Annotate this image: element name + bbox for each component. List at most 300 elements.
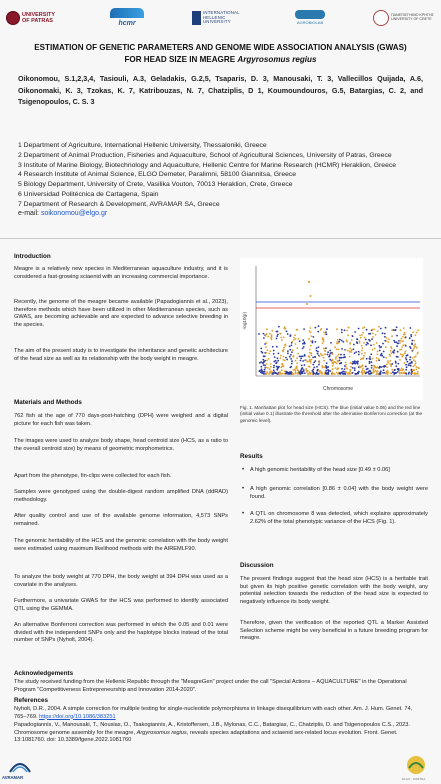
snp-point bbox=[281, 363, 283, 365]
snp-point bbox=[326, 333, 328, 335]
snp-point bbox=[316, 347, 318, 349]
snp-point bbox=[308, 355, 310, 357]
snp-point bbox=[341, 357, 343, 359]
affiliation: 2 Department of Animal Production, Fisheries and Aquaculture, School of Agricultural Sciences, University of Patras, Greece bbox=[18, 151, 392, 159]
snp-point bbox=[402, 336, 404, 338]
snp-point bbox=[290, 334, 292, 336]
snp-point bbox=[326, 367, 328, 369]
snp-point bbox=[394, 369, 396, 371]
agrobiolab-mark-icon bbox=[295, 10, 325, 19]
snp-point bbox=[403, 327, 405, 329]
snp-point bbox=[383, 369, 385, 371]
snp-point bbox=[344, 356, 346, 358]
snp-point bbox=[291, 351, 293, 353]
snp-point bbox=[310, 331, 312, 333]
methods-paragraph: The genomic heritability of the HCS and the genomic correlation with the body weight were estimated using maximum likelihood methods with the AIREMLF90. bbox=[14, 538, 228, 552]
manhattan-plot bbox=[240, 258, 423, 400]
snp-point bbox=[416, 366, 418, 368]
snp-point bbox=[303, 346, 305, 348]
snp-point bbox=[311, 354, 313, 356]
snp-point bbox=[350, 366, 352, 368]
snp-point bbox=[404, 362, 406, 364]
snp-point bbox=[362, 368, 364, 370]
affiliations bbox=[18, 141, 423, 210]
snp-point bbox=[405, 357, 407, 359]
snp-point bbox=[375, 334, 377, 336]
snp-point bbox=[415, 373, 417, 375]
snp-point bbox=[349, 356, 351, 358]
snp-point bbox=[311, 359, 313, 361]
snp-point bbox=[351, 351, 353, 353]
snp-point bbox=[329, 370, 331, 372]
snp-point bbox=[375, 370, 377, 372]
avramar-text: AVRAMAR bbox=[2, 775, 24, 780]
snp-point bbox=[405, 345, 407, 347]
snp-point bbox=[289, 356, 291, 358]
discussion-paragraph: The present findings suggest that the head size (HCS) is a heritable trait but given its high positive genetic correlation with the body weight, any potential selection towards the reduction of the head size is expected to negatively influence its body weight. bbox=[240, 576, 428, 605]
snp-point bbox=[408, 372, 410, 374]
snp-point bbox=[310, 340, 312, 342]
snp-point bbox=[301, 365, 303, 367]
snp-point bbox=[281, 373, 283, 375]
snp-point bbox=[338, 354, 340, 356]
snp-point bbox=[267, 371, 269, 373]
bullet-icon: • bbox=[242, 467, 245, 473]
snp-point bbox=[395, 329, 397, 331]
snp-point bbox=[310, 362, 312, 364]
snp-point bbox=[413, 347, 415, 349]
snp-point bbox=[413, 340, 415, 342]
snp-point bbox=[365, 366, 367, 368]
snp-point bbox=[387, 341, 389, 343]
snp-point bbox=[390, 373, 392, 375]
snp-point bbox=[368, 339, 370, 341]
snp-point bbox=[369, 356, 371, 358]
snp-point bbox=[323, 340, 325, 342]
snp-point bbox=[406, 355, 408, 357]
result-item: A high genomic heritability of the head size [0.49 ± 0.06] bbox=[250, 467, 390, 473]
snp-point bbox=[396, 345, 398, 347]
snp-point bbox=[271, 339, 273, 341]
hcmr-logo: hcmr bbox=[110, 8, 144, 28]
snp-point bbox=[271, 371, 273, 373]
snp-point bbox=[405, 364, 407, 366]
affiliation: 6 Universidad Politécnica de Cartagena, Spain bbox=[18, 190, 159, 198]
logo-band bbox=[0, 0, 441, 36]
snp-point bbox=[273, 353, 275, 355]
doi-link[interactable]: https://doi.org/10.1086/383251 bbox=[39, 713, 116, 720]
snp-point bbox=[330, 342, 332, 344]
acknowledgements-text: The study received funding from the Hellenic Republic through the "MeagreGen" project under the call "Special Actions – AQUACULTURE" in the Operational Program "Competitiveness Entrepreneurship and Innovation 2014-2020". bbox=[14, 679, 407, 693]
snp-point bbox=[390, 352, 392, 354]
snp-point bbox=[333, 361, 335, 363]
snp-point bbox=[380, 328, 382, 330]
reference-item: Papadogiannis, V., Manousaki, T., Nousias, O., Tsakogiannis, A., Kristoffersen, J.B., Mylonas, C.C., Batargias, C., Chatziplis, D. and Tsigenopoulos C.S., 2023. Chromosome genome assembly for the meagre, Argyrosomus regius, reveals species adaptations and sciaenid sex-related locus evolution. Front. Genet. 13:1081760. doi: 10.3389/fgene.2022.1081760 bbox=[14, 722, 410, 744]
snp-point bbox=[329, 359, 331, 361]
snp-point bbox=[361, 350, 363, 352]
snp-point bbox=[362, 332, 364, 334]
snp-point bbox=[266, 363, 268, 365]
snp-point bbox=[322, 355, 324, 357]
snp-point bbox=[287, 333, 289, 335]
snp-point bbox=[273, 373, 275, 375]
snp-point bbox=[347, 350, 349, 352]
snp-point bbox=[270, 366, 272, 368]
snp-point bbox=[324, 353, 326, 355]
snp-point bbox=[296, 357, 298, 359]
snp-point bbox=[406, 366, 408, 368]
snp-point bbox=[264, 360, 266, 362]
snp-point bbox=[376, 357, 378, 359]
snp-point bbox=[364, 352, 366, 354]
snp-point bbox=[365, 339, 367, 341]
snp-point bbox=[324, 350, 326, 352]
snp-point bbox=[312, 364, 314, 366]
contact-email: e-mail: soikonomou@elgo.gr bbox=[18, 210, 108, 217]
snp-point bbox=[332, 359, 334, 361]
snp-point bbox=[300, 358, 302, 360]
snp-point bbox=[344, 368, 346, 370]
snp-point bbox=[372, 358, 374, 360]
snp-point bbox=[270, 363, 272, 365]
snp-point bbox=[318, 370, 320, 372]
snp-point bbox=[354, 360, 356, 362]
methods-paragraph: The images were used to analyze body shape, head centroid size (HCS, as a ratio to the overall centroid size) by means of geometric morphometrics. bbox=[14, 438, 228, 452]
snp-point bbox=[411, 362, 413, 364]
snp-point bbox=[377, 370, 379, 372]
snp-point bbox=[391, 335, 393, 337]
snp-point bbox=[401, 338, 403, 340]
snp-point bbox=[353, 348, 355, 350]
snp-point bbox=[261, 366, 263, 368]
snp-point bbox=[376, 360, 378, 362]
snp-point bbox=[265, 335, 267, 337]
acknowledgements-heading: Acknowledgements bbox=[14, 670, 74, 677]
methods-paragraph: 762 fish at the age of 770 days-post-hatching (DPH) were weighed and a digital picture for each fish was taken. bbox=[14, 413, 228, 427]
snp-point bbox=[387, 360, 389, 362]
snp-point bbox=[397, 351, 399, 353]
snp-point bbox=[290, 358, 292, 360]
snp-point bbox=[313, 367, 315, 369]
snp-point bbox=[411, 357, 413, 359]
snp-point bbox=[348, 373, 350, 375]
snp-point bbox=[415, 361, 417, 363]
snp-point bbox=[387, 373, 389, 375]
snp-point bbox=[314, 360, 316, 362]
snp-point bbox=[380, 354, 382, 356]
snp-point bbox=[407, 361, 409, 363]
snp-point bbox=[401, 354, 403, 356]
snp-point bbox=[319, 362, 321, 364]
snp-point bbox=[349, 369, 351, 371]
snp-point bbox=[265, 367, 267, 369]
snp-point bbox=[369, 370, 371, 372]
snp-point bbox=[310, 345, 312, 347]
snp-point bbox=[281, 339, 283, 341]
snp-point bbox=[299, 372, 301, 374]
snp-point bbox=[369, 361, 371, 363]
snp-point bbox=[280, 367, 282, 369]
snp-point bbox=[273, 350, 275, 352]
snp-point bbox=[353, 344, 355, 346]
snp-point bbox=[313, 336, 315, 338]
snp-point bbox=[362, 327, 364, 329]
snp-point bbox=[298, 338, 300, 340]
snp-point bbox=[361, 353, 363, 355]
snp-point bbox=[276, 335, 278, 337]
snp-point bbox=[349, 351, 351, 353]
snp-point bbox=[301, 368, 303, 370]
snp-point bbox=[359, 334, 361, 336]
snp-point bbox=[355, 373, 357, 375]
snp-point bbox=[393, 340, 395, 342]
snp-point bbox=[325, 347, 327, 349]
snp-point bbox=[354, 352, 356, 354]
snp-point bbox=[401, 346, 403, 348]
university-of-crete-logo: ΠΑΝΕΠΙΣΤΗΜΙΟ ΚΡΗΤΗΣ UNIVERSITY OF CRETE bbox=[373, 10, 435, 26]
qtl-point bbox=[306, 303, 308, 305]
snp-point bbox=[415, 363, 417, 365]
snp-point bbox=[390, 350, 392, 352]
intro-paragraph: The aim of the present study is to investigate the inheritance and genetic architecture of the head size as well as its relationship with the body weight in meagre. bbox=[14, 348, 228, 362]
snp-point bbox=[351, 339, 353, 341]
snp-point bbox=[320, 329, 322, 331]
snp-point bbox=[368, 373, 370, 375]
snp-point bbox=[293, 339, 295, 341]
patras-seal-icon bbox=[6, 11, 20, 25]
snp-point bbox=[384, 336, 386, 338]
snp-point bbox=[300, 370, 302, 372]
snp-point bbox=[337, 339, 339, 341]
snp-point bbox=[366, 342, 368, 344]
snp-point bbox=[295, 360, 297, 362]
snp-point bbox=[285, 357, 287, 359]
snp-point bbox=[356, 338, 358, 340]
snp-point bbox=[284, 344, 286, 346]
snp-point bbox=[337, 360, 339, 362]
hcmr-wave-icon bbox=[110, 8, 144, 18]
snp-point bbox=[386, 337, 388, 339]
snp-point bbox=[405, 336, 407, 338]
affiliation: 1 Department of Agriculture, International Hellenic University, Thessaloniki, Greece bbox=[18, 142, 267, 149]
snp-point bbox=[262, 352, 264, 354]
snp-point bbox=[370, 344, 372, 346]
snp-point bbox=[264, 369, 266, 371]
snp-point bbox=[266, 342, 268, 344]
snp-point bbox=[401, 373, 403, 375]
snp-point bbox=[366, 371, 368, 373]
snp-point bbox=[345, 371, 347, 373]
snp-point bbox=[399, 342, 401, 344]
snp-point bbox=[412, 372, 414, 374]
snp-point bbox=[371, 338, 373, 340]
affiliation: 3 Institute of Marine Biology, Biotechnology and Aquaculture, Hellenic Centre for Marine Research (HCMR) Heraklion, Greece bbox=[18, 161, 397, 169]
snp-point bbox=[310, 353, 312, 355]
snp-point bbox=[339, 373, 341, 375]
snp-point bbox=[370, 353, 372, 355]
snp-point bbox=[302, 360, 304, 362]
affiliation: 5 Biology Department, University of Crete, Vasilika Vouton, 70013 Heraklion, Crete, Greece bbox=[18, 181, 293, 189]
snp-point bbox=[417, 371, 419, 373]
snp-point bbox=[267, 367, 269, 369]
snp-point bbox=[357, 363, 359, 365]
snp-point bbox=[326, 362, 328, 364]
snp-point bbox=[385, 346, 387, 348]
snp-point bbox=[401, 356, 403, 358]
snp-point bbox=[295, 370, 297, 372]
snp-point bbox=[396, 326, 398, 328]
snp-point bbox=[274, 356, 276, 358]
snp-point bbox=[264, 355, 266, 357]
snp-point bbox=[277, 360, 279, 362]
snp-point bbox=[315, 327, 317, 329]
snp-point bbox=[322, 342, 324, 344]
snp-point bbox=[336, 363, 338, 365]
snp-point bbox=[269, 353, 271, 355]
snp-point bbox=[341, 340, 343, 342]
snp-point bbox=[366, 368, 368, 370]
snp-point bbox=[339, 360, 341, 362]
snp-point bbox=[326, 328, 328, 330]
snp-point bbox=[313, 362, 315, 364]
snp-point bbox=[323, 360, 325, 362]
snp-point bbox=[301, 372, 303, 374]
snp-point bbox=[318, 364, 320, 366]
snp-point bbox=[412, 349, 414, 351]
snp-point bbox=[344, 329, 346, 331]
snp-point bbox=[305, 370, 307, 372]
snp-point bbox=[401, 349, 403, 351]
snp-point bbox=[409, 359, 411, 361]
snp-point bbox=[309, 371, 311, 373]
snp-point bbox=[326, 373, 328, 375]
email-link[interactable]: soikonomou@elgo.gr bbox=[40, 210, 108, 217]
snp-point bbox=[363, 355, 365, 357]
snp-point bbox=[345, 364, 347, 366]
snp-point bbox=[295, 338, 297, 340]
snp-point bbox=[391, 363, 393, 365]
snp-point bbox=[286, 359, 288, 361]
snp-point bbox=[273, 367, 275, 369]
snp-point bbox=[396, 341, 398, 343]
snp-point bbox=[338, 341, 340, 343]
methods-paragraph: Furthermore, a univariate GWAS for the HCS was performed to identify associated QTL using the GEMMA. bbox=[14, 598, 228, 612]
elgo-text: ELGO · DIMITRA bbox=[402, 777, 426, 781]
snp-point bbox=[273, 361, 275, 363]
snp-point bbox=[308, 373, 310, 375]
snp-point bbox=[258, 333, 260, 335]
snp-point bbox=[268, 358, 270, 360]
snp-point bbox=[309, 349, 311, 351]
snp-point bbox=[260, 348, 262, 350]
snp-point bbox=[290, 366, 292, 368]
snp-point bbox=[290, 354, 292, 356]
snp-point bbox=[404, 334, 406, 336]
snp-point bbox=[285, 371, 287, 373]
snp-point bbox=[394, 372, 396, 374]
snp-point bbox=[292, 349, 294, 351]
snp-point bbox=[277, 334, 279, 336]
methods-heading: Materials and Methods bbox=[14, 399, 82, 406]
snp-point bbox=[332, 353, 334, 355]
snp-point bbox=[361, 345, 363, 347]
snp-point bbox=[416, 332, 418, 334]
snp-point bbox=[316, 366, 318, 368]
snp-point bbox=[300, 360, 302, 362]
university-of-patras-logo: UNIVERSITY OF PATRAS bbox=[6, 11, 62, 25]
poster-title: ESTIMATION OF GENETIC PARAMETERS AND GENOME WIDE ASSOCIATION ANALYSIS (GWAS) FOR HEAD SIZE IN MEAGRE Argyrosomus regius bbox=[34, 43, 407, 64]
snp-point bbox=[342, 373, 344, 375]
snp-point bbox=[278, 366, 280, 368]
snp-point bbox=[362, 358, 364, 360]
snp-point bbox=[348, 327, 350, 329]
snp-point bbox=[392, 371, 394, 373]
snp-point bbox=[278, 353, 280, 355]
snp-point bbox=[303, 328, 305, 330]
snp-point bbox=[335, 367, 337, 369]
snp-point bbox=[315, 373, 317, 375]
snp-point bbox=[400, 329, 402, 331]
snp-point bbox=[323, 332, 325, 334]
snp-point bbox=[287, 350, 289, 352]
snp-point bbox=[410, 365, 412, 367]
snp-point bbox=[357, 361, 359, 363]
snp-point bbox=[280, 333, 282, 335]
figure-caption: Fig. 1. Manhattan plot for head size (HCS). The blue (initial value 0.05) and the red line (initial value 0.1) illustrate the threshold after the alternative Bonferroni correction (at the genomic level). bbox=[240, 405, 423, 423]
snp-point bbox=[316, 350, 318, 352]
ihu-mark-icon bbox=[192, 11, 201, 25]
snp-point bbox=[276, 331, 278, 333]
snp-point bbox=[327, 351, 329, 353]
snp-point bbox=[304, 343, 306, 345]
snp-point bbox=[272, 346, 274, 348]
snp-point bbox=[332, 365, 334, 367]
snp-point bbox=[286, 330, 288, 332]
snp-point bbox=[405, 350, 407, 352]
snp-point bbox=[332, 368, 334, 370]
snp-point bbox=[399, 359, 401, 361]
snp-point bbox=[317, 353, 319, 355]
snp-point bbox=[271, 334, 273, 336]
snp-point bbox=[409, 337, 411, 339]
snp-point bbox=[266, 360, 268, 362]
snp-point bbox=[358, 354, 360, 356]
snp-point bbox=[361, 334, 363, 336]
snp-point bbox=[280, 355, 282, 357]
snp-point bbox=[341, 332, 343, 334]
snp-point bbox=[322, 337, 324, 339]
qtl-point bbox=[310, 295, 312, 297]
snp-point bbox=[371, 367, 373, 369]
snp-point bbox=[311, 335, 313, 337]
affiliation: 7 Department of Research & Development, AVRAMAR SA, Greece bbox=[18, 200, 220, 208]
snp-point bbox=[409, 356, 411, 358]
snp-point bbox=[297, 329, 299, 331]
snp-point bbox=[358, 328, 360, 330]
snp-point bbox=[299, 340, 301, 342]
snp-point bbox=[413, 366, 415, 368]
crete-seal-icon bbox=[373, 10, 389, 26]
snp-point bbox=[282, 350, 284, 352]
snp-point bbox=[276, 338, 278, 340]
snp-point bbox=[349, 343, 351, 345]
snp-point bbox=[380, 370, 382, 372]
snp-point bbox=[372, 336, 374, 338]
snp-point bbox=[379, 373, 381, 375]
y-axis-label: -log10(p) bbox=[242, 311, 247, 331]
snp-point bbox=[378, 326, 380, 328]
snp-point bbox=[413, 369, 415, 371]
